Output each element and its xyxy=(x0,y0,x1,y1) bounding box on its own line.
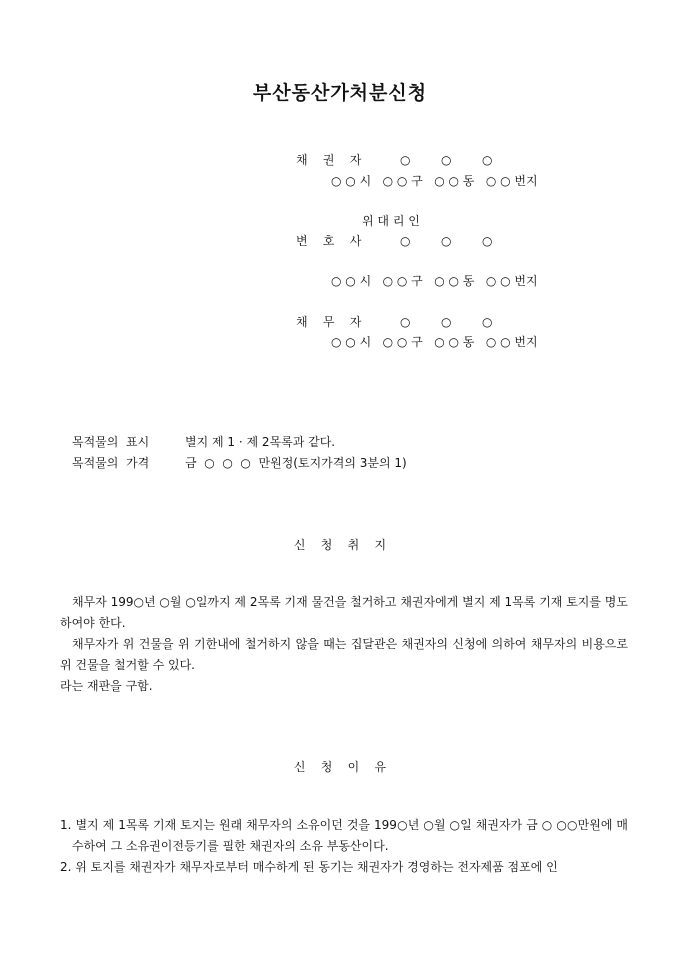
reasons-body xyxy=(60,815,628,878)
debtor-name: ○ ○ ○ xyxy=(400,315,493,329)
object-display-label: 목적물의 표시 xyxy=(72,435,150,449)
debtor-address: ○ ○ 시 ○ ○ 구 ○ ○ 동 ○ ○ 번지 xyxy=(331,335,538,349)
purpose-heading: 신 청 취 지 xyxy=(293,538,387,552)
document-title: 부산동산가처분신청 xyxy=(252,82,428,104)
purpose-paragraph-3: 라는 재판을 구함. xyxy=(60,679,153,693)
reason-item-2: 2. 위 토지를 채권자가 채무자로부터 매수하게 된 동기는 채권자가 경영하는 전자제품 점포에 인 xyxy=(60,860,558,874)
purpose-body xyxy=(60,592,628,697)
attorney-role: 위 대 리 인 xyxy=(362,214,420,228)
debtor-label: 채 무 자 xyxy=(296,315,362,329)
purpose-paragraph-1: 채무자 199○년 ○월 ○일까지 제 2목록 기재 물건을 철거하고 채권자에게 별지 제 1목록 기재 토지를 명도하여야 한다. xyxy=(60,595,628,630)
object-price-label: 목적물의 가격 xyxy=(72,456,150,470)
purpose-paragraph-2: 채무자가 위 건물을 위 기한내에 철거하지 않을 때는 집달관은 채권자의 신청에 의하여 채무자의 비용으로 위 건물을 철거할 수 있다. xyxy=(60,637,628,672)
attorney-name: ○ ○ ○ xyxy=(400,234,493,248)
reason-item-1: 1. 별지 제 1목록 기재 토지는 원래 채무자의 소유이던 것을 199○년 ○월 ○일 채권자가 금 ○ ○○만원에 매수하여 그 소유권이전등기를 필한 채권자의 소유 부동산이다. xyxy=(60,818,628,853)
object-price-value: 금 ○ ○ ○ 만원정(토지가격의 3분의 1) xyxy=(185,456,407,470)
creditor-name: ○ ○ ○ xyxy=(400,153,493,167)
creditor-address: ○ ○ 시 ○ ○ 구 ○ ○ 동 ○ ○ 번지 xyxy=(331,174,538,188)
attorney-address: ○ ○ 시 ○ ○ 구 ○ ○ 동 ○ ○ 번지 xyxy=(331,274,538,288)
object-display-value: 별지 제 1 · 제 2목록과 같다. xyxy=(185,435,336,449)
creditor-label: 채 권 자 xyxy=(296,153,362,167)
attorney-label: 변 호 사 xyxy=(296,234,362,248)
reasons-heading: 신 청 이 유 xyxy=(293,760,387,774)
